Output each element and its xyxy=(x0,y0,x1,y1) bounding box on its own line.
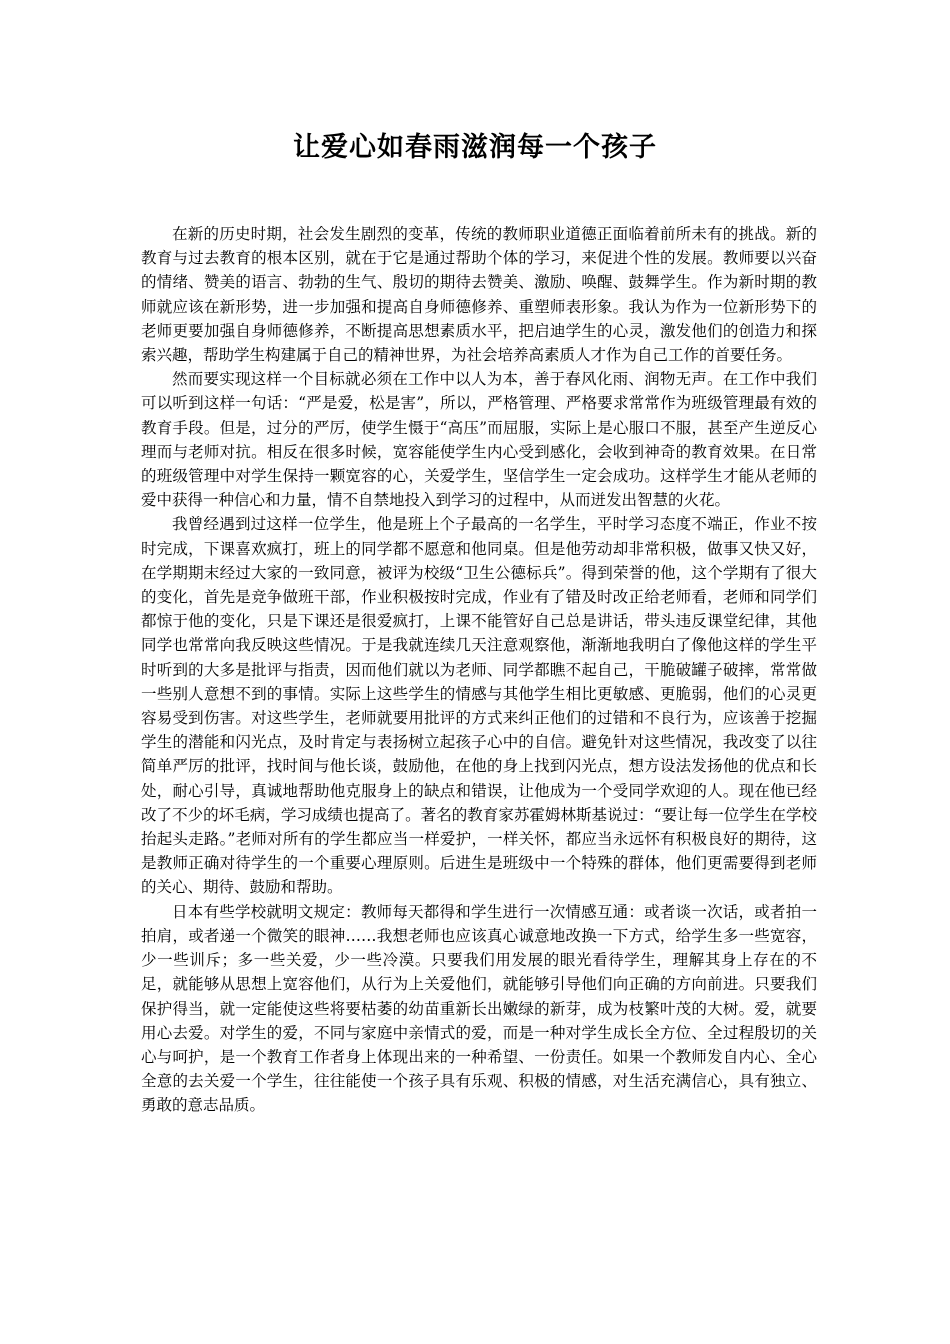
paragraph-3: 我曾经遇到过这样一位学生，他是班上个子最高的一名学生，平时学习态度不端正，作业不按时完成，下课喜欢疯打，班上的同学都不愿意和他同桌。但是他劳动却非常积极，做事又快又好，在学期期末经过大家的一致同意，被评为校级“卫生公德标兵”。得到荣誉的他，这个学期有了很大的变化，首先是竞争做班干部，作业积极按时完成，作业有了错及时改正给老师看，老师和同学们都惊于他的变化，只是下课还是很爱疯打，上课不能管好自己总是讲话，带头违反课堂纪律，其他同学也常常向我反映这些情况。于是我就连续几天注意观察他，渐渐地我明白了像他这样的学生平时听到的大多是批评与指责，因而他们就以为老师、同学都瞧不起自己，干脆破罐子破摔，常常做一些别人意想不到的事情。实际上这些学生的情感与其他学生相比更敏感、更脆弱，他们的心灵更容易受到伤害。对这些学生，老师就要用批评的方式来纠正他们的过错和不良行为，应该善于挖掘学生的潜能和闪光点，及时肯定与表扬树立起孩子心中的自信。避免针对这些情况，我改变了以往简单严厉的批评，找时间与他长谈，鼓励他，在他的身上找到闪光点，想方设法发扬他的优点和长处，耐心引导，真诚地帮助他克服身上的缺点和错误，让他成为一个受同学欢迎的人。现在他已经改了不少的坏毛病，学习成绩也提高了。著名的教育家苏霍姆林斯基说过：“要让每一位学生在学校抬起头走路。”老师对所有的学生都应当一样爱护，一样关怀，都应当永远怀有积极良好的期待，这是教师正确对待学生的一个重要心理原则。后进生是班级中一个特殊的群体，他们更需要得到老师的关心、期待、鼓励和帮助。 xyxy=(141,515,817,897)
paragraph-2: 然而要实现这样一个目标就必须在工作中以人为本，善于春风化雨、润物无声。在工作中我们可以听到这样一句话：“严是爱，松是害”，所以，严格管理、严格要求常常作为班级管理最有效的教育手段。但是，过分的严厉，使学生慑于“高压”而屈服，实际上是心服口不服，甚至产生逆反心理而与老师对抗。相反在很多时候，宽容能使学生内心受到感化，会收到神奇的教育效果。在日常的班级管理中对学生保持一颗宽容的心，关爱学生，坚信学生一定会成功。这样学生才能从老师的爱中获得一种信心和力量，情不自禁地投入到学习的过程中，从而迸发出智慧的火花。 xyxy=(141,370,817,510)
paragraph-1: 在新的历史时期，社会发生剧烈的变革，传统的教师职业道德正面临着前所未有的挑战。新的教育与过去教育的根本区别，就在于它是通过帮助个体的学习，来促进个性的发展。教师要以兴奋的情绪、赞美的语言、勃勃的生气、殷切的期待去赞美、激励、唤醒、鼓舞学生。作为新时期的教师就应该在新形势，进一步加强和提高自身师德修养、重塑师表形象。我认为作为一位新形势下的老师更要加强自身师德修养，不断提高思想素质水平，把启迪学生的心灵，激发他们的创造力和探索兴趣，帮助学生构建属于自己的精神世界，为社会培养高素质人才作为自己工作的首要任务。 xyxy=(141,225,817,365)
document-title: 让爱心如春雨滋润每一个孩子 xyxy=(293,132,657,163)
paragraph-4: 日本有些学校就明文规定：教师每天都得和学生进行一次情感互通：或者谈一次话，或者拍一拍肩，或者递一个微笑的眼神……我想老师也应该真心诚意地改换一下方式，给学生多一些宽容，少一些训斥；多一些关爱，少一些冷漠。只要我们用发展的眼光看待学生，理解其身上存在的不足，就能够从思想上宽容他们，从行为上关爱他们，就能够引导他们向正确的方向前进。只要我们保护得当，就一定能使这些将要枯萎的幼苗重新长出嫩绿的新芽，成为枝繁叶茂的大树。爱，就要用心去爱。对学生的爱，不同与家庭中亲情式的爱，而是一种对学生成长全方位、全过程殷切的关心与呵护，是一个教育工作者身上体现出来的一种希望、一份责任。如果一个教师发自内心、全心全意的去关爱一个学生，往往能使一个孩子具有乐观、积极的情感，对生活充满信心，具有独立、勇敢的意志品质。 xyxy=(141,902,817,1115)
document-body xyxy=(141,222,817,1118)
